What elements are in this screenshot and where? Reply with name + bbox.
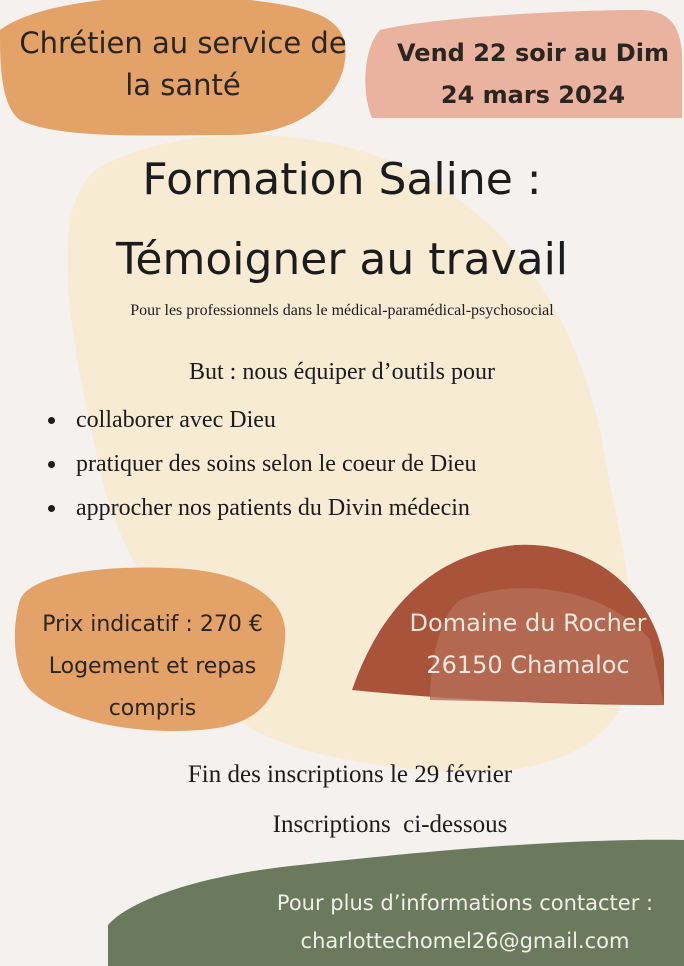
registration-deadline: Fin des inscriptions le 29 février xyxy=(187,761,513,788)
bullet-icon xyxy=(48,417,55,424)
page-title-line2: Témoigner au travail xyxy=(115,234,569,285)
goal-item xyxy=(48,398,477,442)
goal-intro: But : nous équiper d’outils pour xyxy=(189,359,495,385)
goal-item xyxy=(48,442,477,486)
goal-item-text: collaborer avec Dieu xyxy=(76,407,276,433)
contact-email-link[interactable]: charlottechomel26@gmail.com xyxy=(300,929,630,953)
contact-intro: Pour plus d’informations contacter : xyxy=(276,891,654,915)
event-dates: Vend 22 soir au Dim 24 mars 2024 xyxy=(397,39,669,109)
organisation-label: Chrétien au service de la santé xyxy=(19,26,347,102)
page-title-line1: Formation Saline : xyxy=(142,154,542,205)
goal-item-text: pratiquer des soins selon le coeur de Dieu xyxy=(76,451,477,477)
registration-link[interactable]: Inscriptions ci-dessous xyxy=(272,811,508,838)
audience-subtitle: Pour les professionnels dans le médical-paramédical-psychosocial xyxy=(130,302,554,319)
goal-item xyxy=(48,486,477,530)
goal-list xyxy=(48,398,477,530)
goal-item-text: approcher nos patients du Divin médecin xyxy=(76,495,470,521)
bullet-icon xyxy=(48,461,55,468)
bullet-icon xyxy=(48,505,55,512)
location-info: Domaine du Rocher 26150 Chamaloc xyxy=(409,609,647,679)
price-info: Prix indicatif : 270 € Logement et repas compris xyxy=(42,612,263,721)
